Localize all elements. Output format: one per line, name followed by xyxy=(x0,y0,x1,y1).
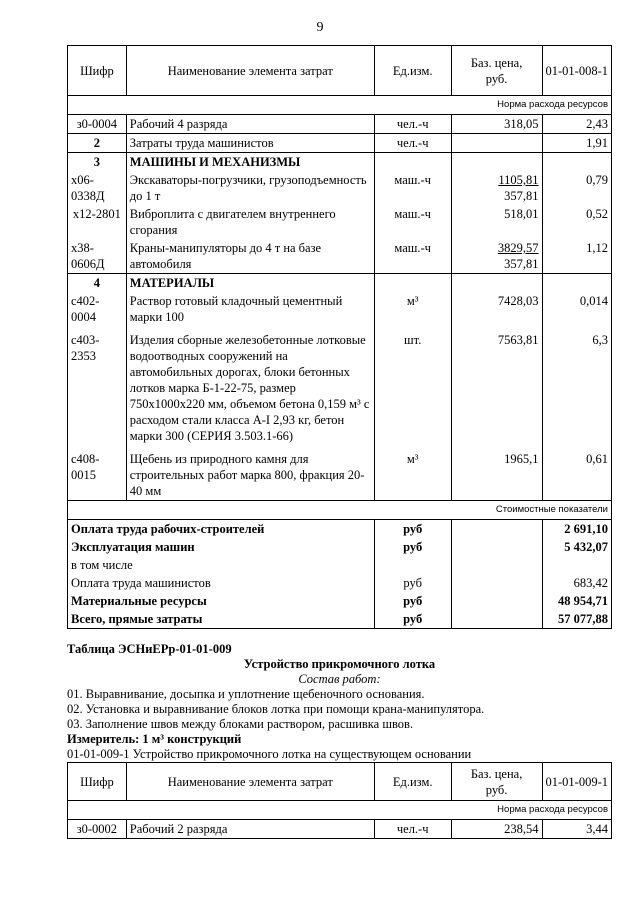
row-name: Раствор готовый кладочный цементный марки 100 xyxy=(126,292,374,326)
col-unit-header: Ед.изм. xyxy=(374,763,451,801)
cost-value: 683,42 xyxy=(542,574,612,592)
col-name-header: Наименование элемента затрат xyxy=(126,763,374,801)
section-row xyxy=(68,274,612,293)
row-norm: 2,43 xyxy=(542,115,612,134)
col-price-header: Баз. цена, руб. xyxy=(451,763,542,801)
row-name: Щебень из природного камня для строительных работ марка 800, фракция 20-40 мм xyxy=(126,445,374,501)
row-name: Затраты труда машинистов xyxy=(126,134,374,153)
row-unit: чел.-ч xyxy=(374,134,451,153)
col-code-header: Шифр xyxy=(68,46,127,96)
cost-row xyxy=(68,538,612,556)
cost-label: Оплата труда машинистов xyxy=(68,574,375,592)
row-unit: маш.-ч xyxy=(374,239,451,274)
row-name: Рабочий 4 разряда xyxy=(126,115,374,134)
cost-label: в том числе xyxy=(68,556,375,574)
cost-unit: руб xyxy=(374,592,451,610)
row-name: Рабочий 2 разряда xyxy=(126,820,374,839)
section-code: 4 xyxy=(68,274,127,293)
cost-label: Всего, прямые затраты xyxy=(68,610,375,629)
cost-unit: руб xyxy=(374,520,451,539)
section-code: 3 xyxy=(68,153,127,172)
table-row xyxy=(68,820,612,839)
cost-value: 57 077,88 xyxy=(542,610,612,629)
col-name-header: Наименование элемента затрат xyxy=(126,46,374,96)
cost-unit: руб xyxy=(374,574,451,592)
col-price-header: Баз. цена, руб. xyxy=(451,46,542,96)
measure-unit: Измеритель: 1 м³ конструкций xyxy=(67,732,242,746)
col-norm-header: 01-01-008-1 xyxy=(542,46,612,96)
col-code-header: Шифр xyxy=(68,763,127,801)
row-unit: м³ xyxy=(374,445,451,501)
row-code: х12-2801 xyxy=(68,205,127,239)
section-row xyxy=(68,153,612,172)
row-norm: 6,3 xyxy=(542,326,612,445)
work-step: 01. Выравнивание, досыпка и уплотнение щебеночного основания. xyxy=(67,687,425,701)
row-price: 518,01 xyxy=(451,205,542,239)
section-2 xyxy=(67,642,612,762)
row-norm: 1,12 xyxy=(542,239,612,274)
cost-unit: руб xyxy=(374,610,451,629)
row-price xyxy=(451,134,542,153)
table-row xyxy=(68,134,612,153)
resource-table-1 xyxy=(67,45,612,629)
table-row xyxy=(68,115,612,134)
norm-caption: Норма расхода ресурсов xyxy=(68,96,612,115)
cost-label: Оплата труда рабочих-строителей xyxy=(68,520,375,539)
table-row xyxy=(68,171,612,205)
row-norm: 3,44 xyxy=(542,820,612,839)
row-code: с402-0004 xyxy=(68,292,127,326)
row-unit: маш.-ч xyxy=(374,205,451,239)
row-price: 7563,81 xyxy=(451,326,542,445)
row-name: Виброплита с двигателем внутреннего сгорания xyxy=(126,205,374,239)
table-row xyxy=(68,445,612,501)
row-norm: 0,014 xyxy=(542,292,612,326)
section-title: МАШИНЫ И МЕХАНИЗМЫ xyxy=(126,153,374,172)
work-step: 03. Заполнение швов между блоками раствором, расшивка швов. xyxy=(67,717,414,731)
table-row xyxy=(68,292,612,326)
cost-value: 2 691,10 xyxy=(542,520,612,539)
cost-row xyxy=(68,592,612,610)
price-labor: 357,81 xyxy=(504,257,539,271)
row-norm: 0,79 xyxy=(542,171,612,205)
row-price xyxy=(451,239,542,274)
row-unit: маш.-ч xyxy=(374,171,451,205)
row-name: Изделия сборные железобетонные лотковые водоотводных сооружений на автомобильных дорогах, блоки бетонных лотков марка Б-1-22-75, размер 750х1000х220 мм, объемом бетона 0,159 м³ с расходом стали класса А-I 2,93 кг, бетон марки 300 (СЕРИЯ 3.503.1-66) xyxy=(126,326,374,445)
table-header xyxy=(68,763,612,801)
norm-caption-row xyxy=(68,96,612,115)
work-title: Устройство прикромочного лотка xyxy=(243,657,436,671)
row-code: з0-0002 xyxy=(68,820,127,839)
norm-caption-row xyxy=(68,801,612,820)
row-code: 2 xyxy=(68,134,127,153)
row-norm: 0,61 xyxy=(542,445,612,501)
norm-caption: Норма расхода ресурсов xyxy=(68,801,612,820)
variant-title: 01-01-009-1 Устройство прикромочного лотка на существующем основании xyxy=(67,747,472,761)
section-title: МАТЕРИАЛЫ xyxy=(126,274,374,293)
work-subtitle: Состав работ: xyxy=(298,672,381,686)
cost-caption-row xyxy=(68,501,612,520)
cost-row xyxy=(68,556,612,574)
col-unit-header: Ед.изм. xyxy=(374,46,451,96)
price-current: 1105,81 xyxy=(498,173,539,187)
row-code: з0-0004 xyxy=(68,115,127,134)
row-price xyxy=(451,171,542,205)
row-price: 7428,03 xyxy=(451,292,542,326)
row-norm: 1,91 xyxy=(542,134,612,153)
row-unit: шт. xyxy=(374,326,451,445)
cost-label: Материальные ресурсы xyxy=(68,592,375,610)
row-code: с408-0015 xyxy=(68,445,127,501)
work-step: 02. Установка и выравнивание блоков лотка при помощи крана-манипулятора. xyxy=(67,702,485,716)
row-price: 238,54 xyxy=(451,820,542,839)
price-labor: 357,81 xyxy=(504,189,539,203)
cost-label: Эксплуатация машин xyxy=(68,538,375,556)
table-row xyxy=(68,205,612,239)
cost-row xyxy=(68,520,612,539)
col-norm-header: 01-01-009-1 xyxy=(542,763,612,801)
row-price: 318,05 xyxy=(451,115,542,134)
cost-caption: Стоимостные показатели xyxy=(68,501,612,520)
table-2-title: Таблица ЭСНиЕРр-01-01-009 xyxy=(67,642,232,656)
price-current: 3829,57 xyxy=(497,241,539,255)
row-unit: чел.-ч xyxy=(374,820,451,839)
page-number: 9 xyxy=(316,20,324,35)
table-row xyxy=(68,326,612,445)
row-unit: м³ xyxy=(374,292,451,326)
row-name: Экскаваторы-погрузчики, грузоподъемность до 1 т xyxy=(126,171,374,205)
cost-unit: руб xyxy=(374,538,451,556)
cost-row xyxy=(68,574,612,592)
resource-table-2 xyxy=(67,762,612,839)
cost-row xyxy=(68,610,612,629)
row-price: 1965,1 xyxy=(451,445,542,501)
cost-value: 48 954,71 xyxy=(542,592,612,610)
table-header xyxy=(68,46,612,96)
row-name: Краны-манипуляторы до 4 т на базе автомобиля xyxy=(126,239,374,274)
cost-value: 5 432,07 xyxy=(542,538,612,556)
table-row xyxy=(68,239,612,274)
row-code: х06-0338Д xyxy=(68,171,127,205)
row-unit: чел.-ч xyxy=(374,115,451,134)
row-norm: 0,52 xyxy=(542,205,612,239)
row-code: с403-2353 xyxy=(68,326,127,445)
row-code: х38-0606Д xyxy=(68,239,127,274)
